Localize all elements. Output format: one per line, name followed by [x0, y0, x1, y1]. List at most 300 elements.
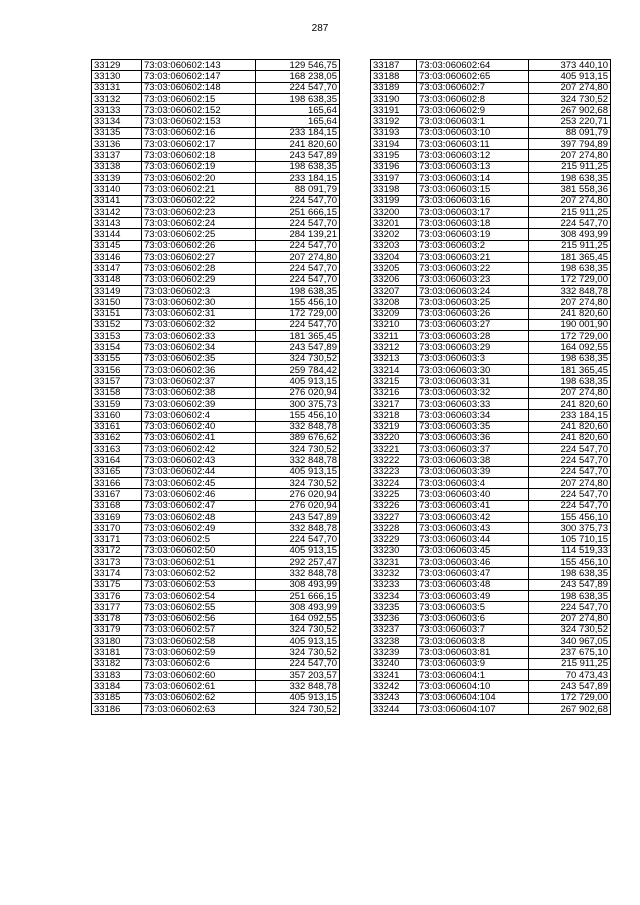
table-row [371, 692, 611, 703]
value-cell: 340 967,05 [529, 636, 611, 647]
table-row [92, 184, 340, 195]
cadastral-number-cell: 73:03:060602:153 [142, 116, 256, 127]
table-row [92, 319, 340, 330]
value-cell: 224 547,70 [529, 444, 611, 455]
value-cell: 389 676,62 [256, 432, 340, 443]
value-cell: 233 184,15 [529, 410, 611, 421]
row-number-cell: 33163 [92, 444, 142, 455]
cadastral-number-cell: 73:03:060603:23 [417, 274, 529, 285]
table-row [92, 60, 340, 71]
table-row [92, 139, 340, 150]
value-cell: 243 547,89 [256, 150, 340, 161]
cadastral-number-cell: 73:03:060603:47 [417, 568, 529, 579]
table-row [371, 489, 611, 500]
value-cell: 405 913,15 [529, 71, 611, 82]
value-cell: 253 220,71 [529, 116, 611, 127]
table-row [371, 500, 611, 511]
cadastral-number-cell: 73:03:060602:25 [142, 229, 256, 240]
table-row [371, 545, 611, 556]
row-number-cell: 33207 [371, 285, 417, 296]
table-row [92, 692, 340, 703]
row-number-cell: 33190 [371, 93, 417, 104]
row-number-cell: 33168 [92, 500, 142, 511]
row-number-cell: 33227 [371, 511, 417, 522]
value-cell: 251 666,15 [256, 590, 340, 601]
value-cell: 165,64 [256, 116, 340, 127]
cadastral-number-cell: 73:03:060603:31 [417, 376, 529, 387]
table-row [371, 105, 611, 116]
row-number-cell: 33151 [92, 308, 142, 319]
row-number-cell: 33237 [371, 624, 417, 635]
row-number-cell: 33225 [371, 489, 417, 500]
table-row [371, 263, 611, 274]
table-row [371, 161, 611, 172]
row-number-cell: 33164 [92, 455, 142, 466]
row-number-cell: 33219 [371, 421, 417, 432]
row-number-cell: 33156 [92, 365, 142, 376]
row-number-cell: 33201 [371, 218, 417, 229]
cadastral-number-cell: 73:03:060603:6 [417, 613, 529, 624]
row-number-cell: 33158 [92, 387, 142, 398]
cadastral-number-cell: 73:03:060603:38 [417, 455, 529, 466]
table-row [92, 116, 340, 127]
row-number-cell: 33160 [92, 410, 142, 421]
cadastral-number-cell: 73:03:060603:17 [417, 206, 529, 217]
cadastral-number-cell: 73:03:060602:8 [417, 93, 529, 104]
row-number-cell: 33231 [371, 557, 417, 568]
table-row [371, 308, 611, 319]
cadastral-number-cell: 73:03:060603:29 [417, 342, 529, 353]
value-cell: 168 238,05 [256, 71, 340, 82]
value-cell: 241 820,60 [529, 421, 611, 432]
table-row [371, 477, 611, 488]
value-cell: 324 730,52 [256, 624, 340, 635]
cadastral-number-cell: 73:03:060602:9 [417, 105, 529, 116]
cadastral-number-cell: 73:03:060603:11 [417, 139, 529, 150]
cadastral-number-cell: 73:03:060603:15 [417, 184, 529, 195]
table-row [92, 274, 340, 285]
table-row [92, 172, 340, 183]
value-cell: 207 274,80 [529, 195, 611, 206]
table-row [92, 670, 340, 681]
table-row [371, 613, 611, 624]
row-number-cell: 33196 [371, 161, 417, 172]
cadastral-number-cell: 73:03:060603:43 [417, 523, 529, 534]
cadastral-number-cell: 73:03:060604:10 [417, 681, 529, 692]
table-row [371, 681, 611, 692]
table-row [371, 285, 611, 296]
value-cell: 405 913,15 [256, 376, 340, 387]
value-cell: 207 274,80 [529, 150, 611, 161]
value-cell: 198 638,35 [529, 353, 611, 364]
table-row [371, 218, 611, 229]
row-number-cell: 33223 [371, 466, 417, 477]
row-number-cell: 33141 [92, 195, 142, 206]
row-number-cell: 33194 [371, 139, 417, 150]
row-number-cell: 33209 [371, 308, 417, 319]
table-row [92, 523, 340, 534]
cadastral-number-cell: 73:03:060603:9 [417, 658, 529, 669]
table-row [371, 297, 611, 308]
row-number-cell: 33178 [92, 613, 142, 624]
table-row [371, 658, 611, 669]
cadastral-number-cell: 73:03:060602:29 [142, 274, 256, 285]
table-row [92, 365, 340, 376]
cadastral-number-cell: 73:03:060603:10 [417, 127, 529, 138]
value-cell: 164 092,55 [529, 342, 611, 353]
cadastral-number-cell: 73:03:060603:25 [417, 297, 529, 308]
row-number-cell: 33210 [371, 319, 417, 330]
table-row [371, 319, 611, 330]
row-number-cell: 33130 [92, 71, 142, 82]
table-row [371, 331, 611, 342]
row-number-cell: 33152 [92, 319, 142, 330]
value-cell: 224 547,70 [256, 274, 340, 285]
page-number: 287 [311, 23, 329, 34]
row-number-cell: 33229 [371, 534, 417, 545]
value-cell: 332 848,78 [256, 455, 340, 466]
cadastral-number-cell: 73:03:060603:27 [417, 319, 529, 330]
table-row [92, 387, 340, 398]
row-number-cell: 33233 [371, 579, 417, 590]
row-number-cell: 33137 [92, 150, 142, 161]
row-number-cell: 33159 [92, 398, 142, 409]
table-row [371, 557, 611, 568]
value-cell: 405 913,15 [256, 636, 340, 647]
value-cell: 129 546,75 [256, 60, 340, 71]
cadastral-number-cell: 73:03:060603:42 [417, 511, 529, 522]
cadastral-number-cell: 73:03:060602:43 [142, 455, 256, 466]
value-cell: 300 375,73 [256, 398, 340, 409]
cadastral-number-cell: 73:03:060603:45 [417, 545, 529, 556]
value-cell: 172 729,00 [529, 692, 611, 703]
cadastral-number-cell: 73:03:060604:1 [417, 670, 529, 681]
row-number-cell: 33150 [92, 297, 142, 308]
value-cell: 224 547,70 [256, 218, 340, 229]
table-row [92, 477, 340, 488]
cadastral-number-cell: 73:03:060603:8 [417, 636, 529, 647]
cadastral-number-cell: 73:03:060602:48 [142, 511, 256, 522]
cadastral-number-cell: 73:03:060603:81 [417, 647, 529, 658]
table-row [371, 240, 611, 251]
cadastral-number-cell: 73:03:060602:39 [142, 398, 256, 409]
row-number-cell: 33180 [92, 636, 142, 647]
row-number-cell: 33240 [371, 658, 417, 669]
row-number-cell: 33235 [371, 602, 417, 613]
table-row [92, 297, 340, 308]
cadastral-number-cell: 73:03:060603:35 [417, 421, 529, 432]
row-number-cell: 33162 [92, 432, 142, 443]
row-number-cell: 33214 [371, 365, 417, 376]
row-number-cell: 33157 [92, 376, 142, 387]
cadastral-number-cell: 73:03:060603:1 [417, 116, 529, 127]
value-cell: 405 913,15 [256, 692, 340, 703]
value-cell: 224 547,70 [256, 534, 340, 545]
cadastral-number-cell: 73:03:060603:13 [417, 161, 529, 172]
cadastral-number-cell: 73:03:060603:34 [417, 410, 529, 421]
value-cell: 207 274,80 [529, 477, 611, 488]
value-cell: 324 730,52 [256, 703, 340, 714]
cadastral-number-cell: 73:03:060603:40 [417, 489, 529, 500]
value-cell: 224 547,70 [256, 82, 340, 93]
cadastral-number-cell: 73:03:060602:143 [142, 60, 256, 71]
cadastral-number-cell: 73:03:060603:37 [417, 444, 529, 455]
row-number-cell: 33181 [92, 647, 142, 658]
row-number-cell: 33198 [371, 184, 417, 195]
row-number-cell: 33131 [92, 82, 142, 93]
row-number-cell: 33145 [92, 240, 142, 251]
cadastral-number-cell: 73:03:060602:3 [142, 285, 256, 296]
table-row [92, 432, 340, 443]
value-cell: 155 456,10 [529, 557, 611, 568]
row-number-cell: 33153 [92, 331, 142, 342]
table-row [92, 636, 340, 647]
row-number-cell: 33154 [92, 342, 142, 353]
row-number-cell: 33208 [371, 297, 417, 308]
table-row [92, 218, 340, 229]
table-row [371, 624, 611, 635]
value-cell: 215 911,25 [529, 161, 611, 172]
row-number-cell: 33173 [92, 557, 142, 568]
value-cell: 233 184,15 [256, 172, 340, 183]
value-cell: 241 820,60 [256, 139, 340, 150]
table-row [92, 647, 340, 658]
row-number-cell: 33188 [371, 71, 417, 82]
table-row [92, 466, 340, 477]
cadastral-number-cell: 73:03:060602:147 [142, 71, 256, 82]
cadastral-number-cell: 73:03:060602:17 [142, 139, 256, 150]
value-cell: 284 139,21 [256, 229, 340, 240]
cadastral-number-cell: 73:03:060602:54 [142, 590, 256, 601]
cadastral-number-cell: 73:03:060602:61 [142, 681, 256, 692]
value-cell: 300 375,73 [529, 523, 611, 534]
cadastral-number-cell: 73:03:060602:62 [142, 692, 256, 703]
row-number-cell: 33143 [92, 218, 142, 229]
cadastral-number-cell: 73:03:060602:63 [142, 703, 256, 714]
value-cell: 155 456,10 [256, 297, 340, 308]
cadastral-number-cell: 73:03:060603:49 [417, 590, 529, 601]
row-number-cell: 33170 [92, 523, 142, 534]
value-cell: 224 547,70 [529, 602, 611, 613]
table-row [371, 455, 611, 466]
value-cell: 324 730,52 [256, 353, 340, 364]
table-row [92, 534, 340, 545]
table-row [92, 150, 340, 161]
cadastral-number-cell: 73:03:060602:49 [142, 523, 256, 534]
cadastral-number-cell: 73:03:060603:24 [417, 285, 529, 296]
row-number-cell: 33204 [371, 252, 417, 263]
table-row [371, 444, 611, 455]
row-number-cell: 33147 [92, 263, 142, 274]
row-number-cell: 33186 [92, 703, 142, 714]
table-row [371, 636, 611, 647]
value-cell: 308 493,99 [529, 229, 611, 240]
cadastral-number-cell: 73:03:060603:36 [417, 432, 529, 443]
table-row [92, 410, 340, 421]
table-row [92, 93, 340, 104]
value-cell: 181 365,45 [529, 365, 611, 376]
cadastral-number-cell: 73:03:060602:148 [142, 82, 256, 93]
table-row [92, 206, 340, 217]
table-row [92, 308, 340, 319]
value-cell: 198 638,35 [256, 161, 340, 172]
row-number-cell: 33179 [92, 624, 142, 635]
value-cell: 324 730,52 [529, 93, 611, 104]
value-cell: 324 730,52 [256, 444, 340, 455]
table-row [371, 127, 611, 138]
table-row [92, 511, 340, 522]
row-number-cell: 33195 [371, 150, 417, 161]
row-number-cell: 33183 [92, 670, 142, 681]
cadastral-number-cell: 73:03:060602:58 [142, 636, 256, 647]
value-cell: 224 547,70 [529, 466, 611, 477]
table-row [371, 229, 611, 240]
row-number-cell: 33232 [371, 568, 417, 579]
table-row [371, 703, 611, 714]
cadastral-number-cell: 73:03:060602:4 [142, 410, 256, 421]
table-row [92, 602, 340, 613]
cadastral-number-cell: 73:03:060604:107 [417, 703, 529, 714]
value-cell: 332 848,78 [256, 568, 340, 579]
cadastral-number-cell: 73:03:060602:26 [142, 240, 256, 251]
value-cell: 224 547,70 [256, 658, 340, 669]
value-cell: 224 547,70 [256, 240, 340, 251]
cadastral-number-cell: 73:03:060602:27 [142, 252, 256, 263]
row-number-cell: 33212 [371, 342, 417, 353]
value-cell: 357 203,57 [256, 670, 340, 681]
row-number-cell: 33149 [92, 285, 142, 296]
value-cell: 241 820,60 [529, 398, 611, 409]
value-cell: 397 794,89 [529, 139, 611, 150]
cadastral-number-cell: 73:03:060602:20 [142, 172, 256, 183]
cadastral-number-cell: 73:03:060603:28 [417, 331, 529, 342]
row-number-cell: 33213 [371, 353, 417, 364]
row-number-cell: 33216 [371, 387, 417, 398]
cadastral-number-cell: 73:03:060602:22 [142, 195, 256, 206]
row-number-cell: 33146 [92, 252, 142, 263]
table-row [371, 376, 611, 387]
row-number-cell: 33166 [92, 477, 142, 488]
row-number-cell: 33187 [371, 60, 417, 71]
value-cell: 172 729,00 [529, 331, 611, 342]
cadastral-number-cell: 73:03:060602:46 [142, 489, 256, 500]
cadastral-number-cell: 73:03:060602:36 [142, 365, 256, 376]
value-cell: 88 091,79 [256, 184, 340, 195]
row-number-cell: 33200 [371, 206, 417, 217]
right-table-body [371, 60, 611, 715]
row-number-cell: 33185 [92, 692, 142, 703]
value-cell: 224 547,70 [256, 319, 340, 330]
table-row [371, 172, 611, 183]
value-cell: 276 020,94 [256, 489, 340, 500]
value-cell: 198 638,35 [529, 263, 611, 274]
value-cell: 241 820,60 [529, 308, 611, 319]
value-cell: 224 547,70 [529, 500, 611, 511]
value-cell: 332 848,78 [256, 681, 340, 692]
cadastral-number-cell: 73:03:060602:57 [142, 624, 256, 635]
row-number-cell: 33171 [92, 534, 142, 545]
value-cell: 224 547,70 [529, 218, 611, 229]
table-row [92, 161, 340, 172]
cadastral-number-cell: 73:03:060602:59 [142, 647, 256, 658]
table-row [371, 274, 611, 285]
row-number-cell: 33197 [371, 172, 417, 183]
value-cell: 215 911,25 [529, 206, 611, 217]
table-row [92, 398, 340, 409]
table-row [371, 590, 611, 601]
row-number-cell: 33243 [371, 692, 417, 703]
value-cell: 198 638,35 [529, 376, 611, 387]
table-row [371, 71, 611, 82]
table-row [92, 195, 340, 206]
cadastral-number-cell: 73:03:060603:26 [417, 308, 529, 319]
cadastral-number-cell: 73:03:060602:5 [142, 534, 256, 545]
value-cell: 198 638,35 [529, 568, 611, 579]
value-cell: 155 456,10 [256, 410, 340, 421]
cadastral-number-cell: 73:03:060602:52 [142, 568, 256, 579]
value-cell: 155 456,10 [529, 511, 611, 522]
row-number-cell: 33228 [371, 523, 417, 534]
cadastral-number-cell: 73:03:060602:56 [142, 613, 256, 624]
cadastral-number-cell: 73:03:060602:32 [142, 319, 256, 330]
value-cell: 381 558,36 [529, 184, 611, 195]
table-row [92, 557, 340, 568]
table-row [371, 410, 611, 421]
value-cell: 243 547,89 [256, 511, 340, 522]
table-row [371, 93, 611, 104]
table-row [92, 703, 340, 714]
table-row [371, 579, 611, 590]
table-row [371, 116, 611, 127]
table-row [92, 342, 340, 353]
row-number-cell: 33239 [371, 647, 417, 658]
value-cell: 198 638,35 [256, 285, 340, 296]
cadastral-number-cell: 73:03:060603:41 [417, 500, 529, 511]
row-number-cell: 33176 [92, 590, 142, 601]
cadastral-number-cell: 73:03:060602:41 [142, 432, 256, 443]
cadastral-number-cell: 73:03:060603:14 [417, 172, 529, 183]
table-row [371, 421, 611, 432]
table-row [371, 82, 611, 93]
value-cell: 324 730,52 [256, 477, 340, 488]
table-row [371, 206, 611, 217]
table-row [371, 60, 611, 71]
cadastral-number-cell: 73:03:060602:47 [142, 500, 256, 511]
row-number-cell: 33148 [92, 274, 142, 285]
table-row [92, 500, 340, 511]
cadastral-number-cell: 73:03:060602:33 [142, 331, 256, 342]
left-cadastral-table [91, 59, 340, 715]
row-number-cell: 33206 [371, 274, 417, 285]
table-row [92, 376, 340, 387]
right-cadastral-table [370, 59, 611, 715]
table-row [371, 387, 611, 398]
cadastral-number-cell: 73:03:060602:53 [142, 579, 256, 590]
row-number-cell: 33238 [371, 636, 417, 647]
table-row [371, 184, 611, 195]
table-row [371, 523, 611, 534]
row-number-cell: 33221 [371, 444, 417, 455]
value-cell: 224 547,70 [529, 455, 611, 466]
row-number-cell: 33224 [371, 477, 417, 488]
row-number-cell: 33167 [92, 489, 142, 500]
row-number-cell: 33211 [371, 331, 417, 342]
cadastral-number-cell: 73:03:060603:16 [417, 195, 529, 206]
cadastral-number-cell: 73:03:060603:48 [417, 579, 529, 590]
row-number-cell: 33175 [92, 579, 142, 590]
row-number-cell: 33192 [371, 116, 417, 127]
row-number-cell: 33244 [371, 703, 417, 714]
